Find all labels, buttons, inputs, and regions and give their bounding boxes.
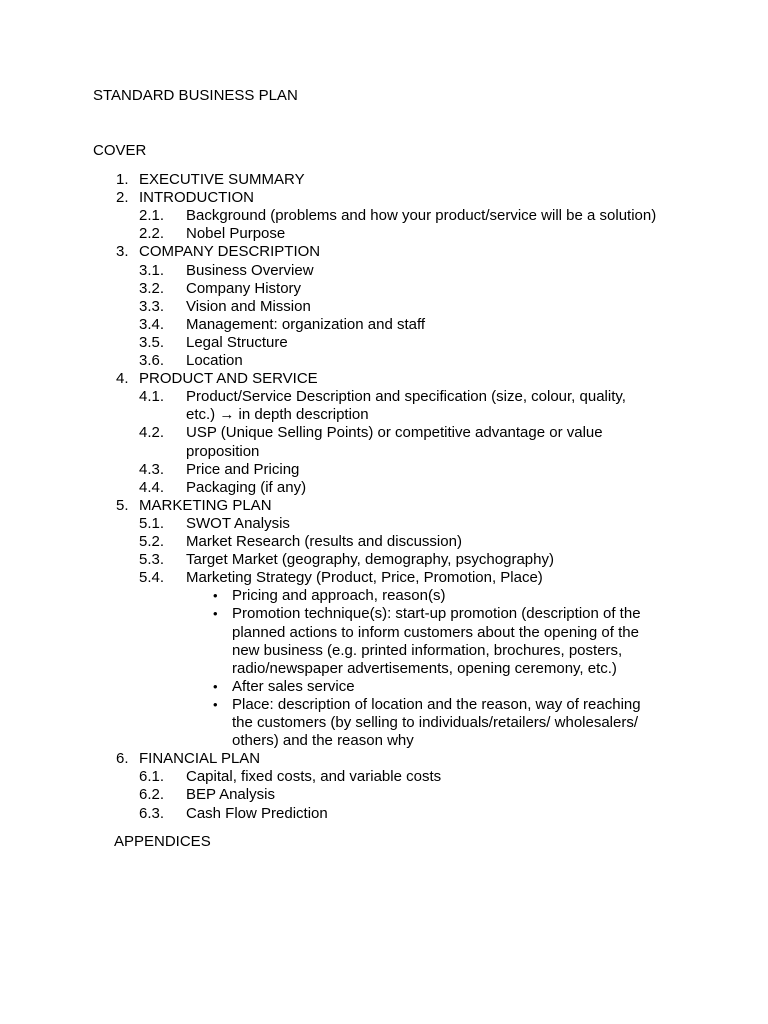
subsection-item — [0, 786, 768, 804]
item-text: Marketing Strategy (Product, Price, Promotion, Place) — [186, 569, 543, 587]
bullet-marker: • — [213, 606, 218, 622]
item-number: 5.4. — [139, 569, 165, 587]
item-number: 1. — [116, 171, 129, 188]
section-item — [0, 171, 768, 189]
item-number: 3. — [116, 243, 129, 261]
bullet-item — [0, 678, 768, 696]
item-text: others) and the reason why — [232, 732, 414, 750]
section-item — [0, 243, 768, 261]
item-number: 4.2. — [139, 424, 165, 442]
item-number: 6. — [116, 750, 129, 768]
cover-heading: COVER — [93, 142, 147, 159]
item-number: 4.4. — [139, 478, 165, 496]
bullet-item — [0, 587, 768, 605]
item-number: 2. — [116, 189, 129, 207]
subsection-item — [0, 768, 768, 786]
item-text: proposition — [186, 442, 260, 460]
subsection-item — [0, 388, 768, 406]
subsection-item — [0, 569, 768, 587]
item-number: 3.2. — [139, 279, 165, 297]
item-text: Capital, fixed costs, and variable costs — [186, 768, 442, 786]
item-text: Product/Service Description and specification (size, colour, quality, — [186, 388, 626, 406]
subsection-item — [0, 551, 768, 569]
item-text: etc.) → in depth description — [186, 406, 369, 424]
item-text: PRODUCT AND SERVICE — [139, 370, 318, 388]
subsection-continuation — [0, 443, 768, 461]
item-text: EXECUTIVE SUMMARY — [139, 171, 305, 188]
item-text: MARKETING PLAN — [139, 496, 272, 514]
item-number: 4.3. — [139, 460, 165, 478]
item-text: radio/newspaper advertisements, opening ceremony, etc.) — [232, 659, 617, 677]
bullet-continuation — [0, 624, 768, 642]
subsection-item — [0, 805, 768, 823]
item-number: 3.1. — [139, 261, 165, 279]
section-item — [0, 189, 768, 207]
item-number: 6.3. — [139, 804, 165, 822]
item-number: 5.3. — [139, 551, 165, 569]
subsection-item — [0, 225, 768, 243]
subsection-item — [0, 352, 768, 370]
subsection-item — [0, 262, 768, 280]
bullet-marker: • — [213, 588, 218, 604]
document-title: STANDARD BUSINESS PLAN — [93, 87, 298, 104]
item-text: new business (e.g. printed information, brochures, posters, — [232, 641, 623, 659]
item-number: 5.1. — [139, 514, 165, 532]
item-text: Promotion technique(s): start-up promotion (description of the — [232, 605, 641, 623]
item-number: 3.5. — [139, 333, 165, 351]
bullet-marker: • — [213, 696, 218, 712]
item-text: Place: description of location and the reason, way of reaching — [232, 695, 641, 713]
bullet-continuation — [0, 660, 768, 678]
subsection-item — [0, 479, 768, 497]
item-text: Background (problems and how your product/service will be a solution) — [186, 207, 657, 225]
subsection-item — [0, 334, 768, 352]
item-text: the customers (by selling to individuals/retailers/ wholesalers/ — [232, 714, 639, 731]
item-text: Vision and Mission — [186, 297, 311, 315]
subsection-item — [0, 298, 768, 316]
subsection-item — [0, 424, 768, 442]
bullet-continuation — [0, 642, 768, 660]
item-number: 2.2. — [139, 225, 165, 243]
item-text: BEP Analysis — [186, 786, 275, 804]
item-text: Packaging (if any) — [186, 478, 307, 496]
item-text: SWOT Analysis — [186, 514, 290, 532]
item-text: Market Research (results and discussion) — [186, 533, 462, 550]
item-text: INTRODUCTION — [139, 189, 254, 207]
bullet-item — [0, 696, 768, 714]
subsection-item — [0, 515, 768, 533]
item-text: Pricing and approach, reason(s) — [232, 587, 446, 605]
item-number: 6.1. — [139, 768, 165, 786]
section-item — [0, 370, 768, 388]
item-text: Legal Structure — [186, 333, 288, 351]
item-text: USP (Unique Selling Points) or competitive advantage or value — [186, 424, 603, 442]
subsection-item — [0, 461, 768, 479]
item-number: 3.3. — [139, 297, 165, 315]
item-number: 4.1. — [139, 388, 165, 406]
subsection-continuation — [0, 406, 768, 424]
bullet-continuation — [0, 732, 768, 750]
item-text: Location — [186, 352, 243, 369]
bullet-marker: • — [213, 678, 218, 694]
item-number: 3.6. — [139, 352, 165, 369]
item-number: 5. — [116, 496, 129, 514]
item-text: Target Market (geography, demography, psychography) — [186, 551, 554, 569]
item-number: 4. — [116, 370, 129, 388]
item-text: planned actions to inform customers about the opening of the — [232, 623, 639, 641]
appendices-heading: APPENDICES — [114, 833, 211, 850]
bullet-item — [0, 605, 768, 623]
item-text: Nobel Purpose — [186, 225, 286, 243]
item-text: Business Overview — [186, 261, 314, 279]
item-number: 3.4. — [139, 315, 165, 333]
item-text: Company History — [186, 279, 302, 297]
item-text: FINANCIAL PLAN — [139, 750, 261, 768]
subsection-item — [0, 533, 768, 551]
item-text: After sales service — [232, 677, 355, 695]
section-item — [0, 750, 768, 768]
item-text: Cash Flow Prediction — [186, 804, 328, 822]
item-number: 5.2. — [139, 533, 165, 550]
subsection-item — [0, 280, 768, 298]
item-text: COMPANY DESCRIPTION — [139, 243, 321, 261]
subsection-item — [0, 207, 768, 225]
section-item — [0, 497, 768, 515]
subsection-item — [0, 316, 768, 334]
bullet-continuation — [0, 714, 768, 732]
item-number: 6.2. — [139, 786, 165, 804]
item-text: Price and Pricing — [186, 460, 300, 478]
item-number: 2.1. — [139, 207, 165, 225]
item-text: Management: organization and staff — [186, 315, 426, 333]
